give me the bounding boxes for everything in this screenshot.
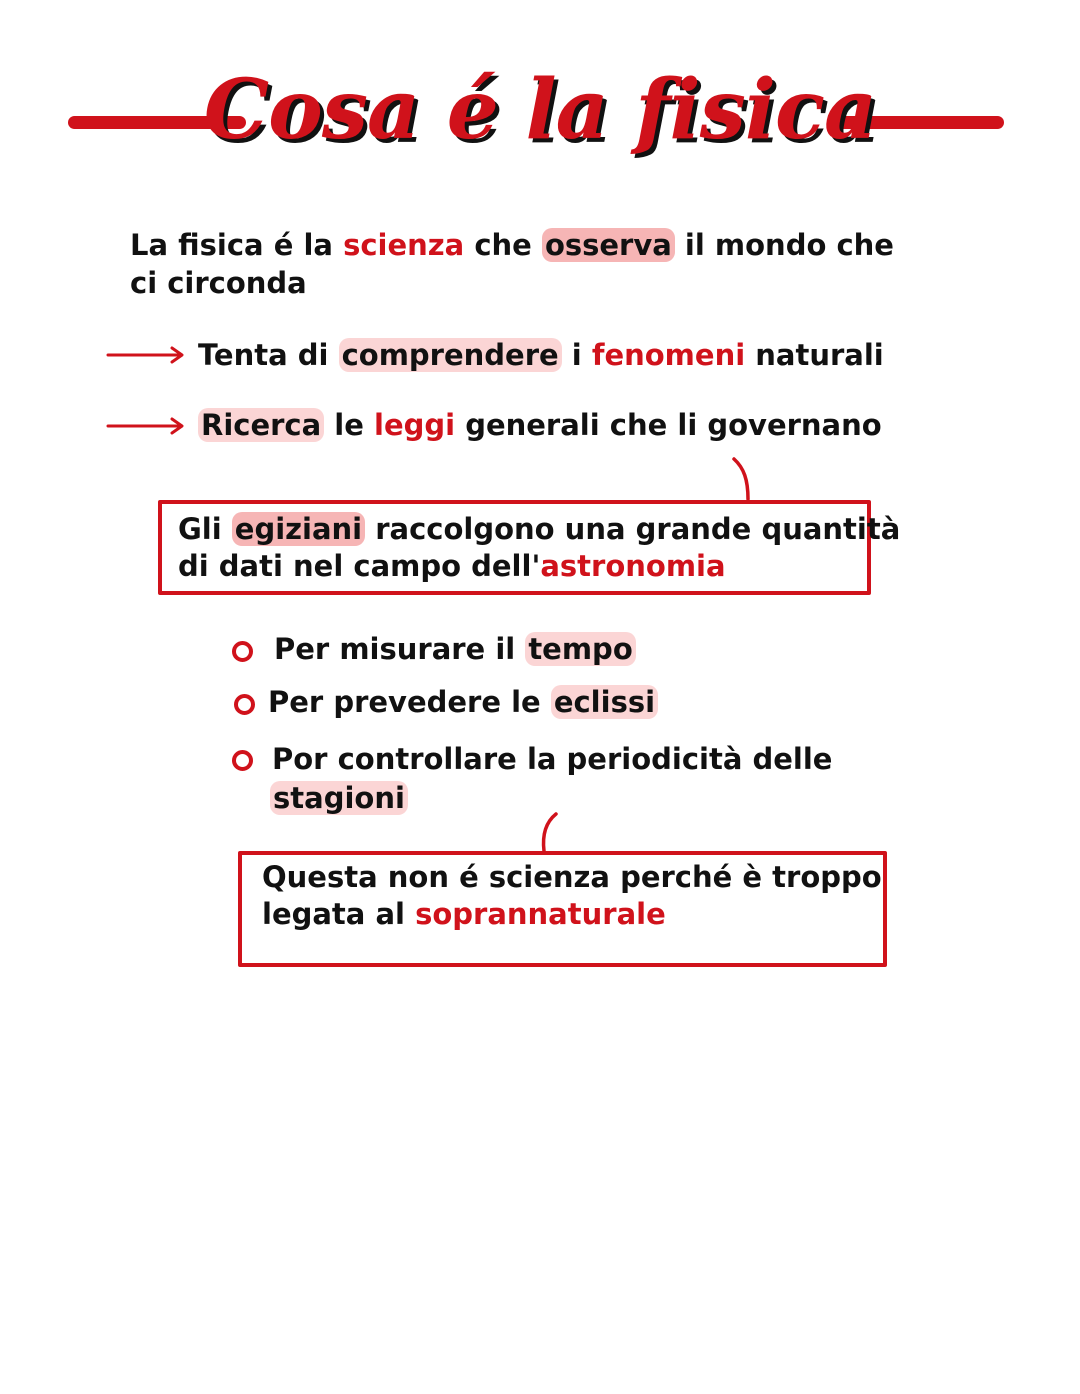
intro-line-1: La fisica é la scienza che osserva il mondo che: [130, 228, 894, 262]
bullet-3: Por controllare la periodicità delle: [272, 742, 833, 776]
bullet-1: Per misurare il tempo: [274, 630, 636, 668]
box2-line-1: Questa non é scienza perché è troppo: [262, 860, 882, 894]
term-soprannaturale: soprannaturale: [415, 897, 666, 931]
arrow-icon: [106, 416, 186, 436]
bullet-circle-icon: [232, 750, 253, 771]
bullet-3-continued: [270, 779, 408, 817]
term-scienza: scienza: [343, 228, 465, 262]
term-comprendere: comprendere: [339, 338, 562, 372]
bullet-circle-icon: [234, 694, 255, 715]
connector-curve: [730, 456, 760, 502]
term-leggi: leggi: [374, 408, 456, 442]
box2-line-2: legata al soprannaturale: [262, 897, 666, 931]
intro-line-2: ci circonda: [130, 266, 307, 300]
term-egiziani: egiziani: [232, 512, 365, 546]
box1-line-2: di dati nel campo dell'astronomia: [178, 549, 726, 583]
bullet-2: Per prevedere le eclissi: [268, 683, 658, 721]
point-2: Ricerca le leggi generali che li governano: [198, 406, 882, 444]
page-title: Cosa é la fisica: [203, 62, 877, 158]
term-stagioni: stagioni: [270, 781, 408, 815]
box1-line-1: Gli egiziani raccolgono una grande quantità: [178, 512, 901, 546]
term-eclissi: eclissi: [551, 685, 658, 719]
term-osserva: osserva: [542, 228, 675, 262]
arrow-icon: [106, 345, 186, 365]
term-tempo: tempo: [525, 632, 635, 666]
connector-curve: [534, 810, 564, 854]
term-fenomeni: fenomeni: [591, 338, 746, 372]
bullet-circle-icon: [232, 641, 253, 662]
term-astronomia: astronomia: [540, 549, 726, 583]
term-ricerca: Ricerca: [198, 408, 324, 442]
point-1: Tenta di comprendere i fenomeni naturali: [198, 338, 884, 372]
